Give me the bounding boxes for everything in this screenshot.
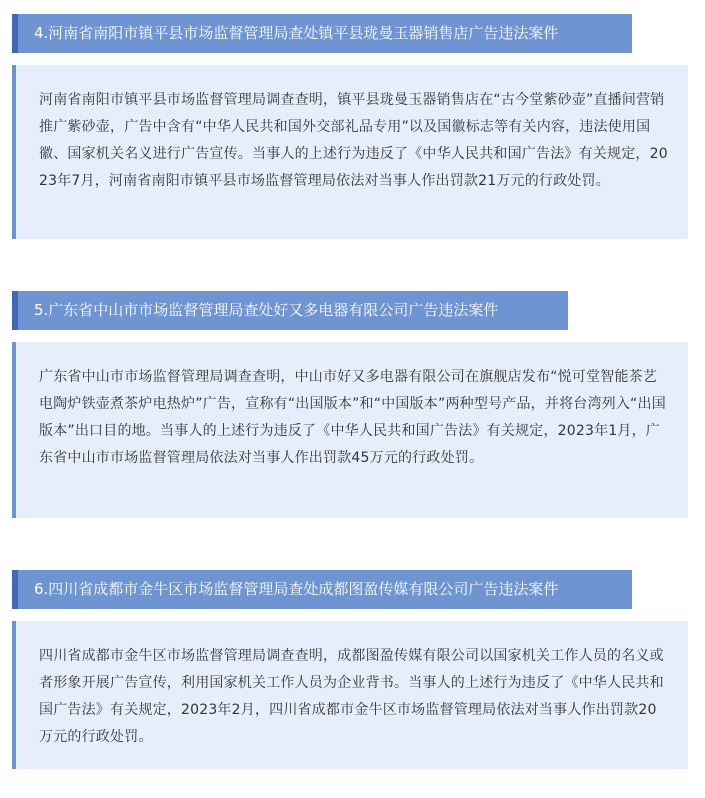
case-block: [12, 570, 688, 769]
case-title: 5.广东省中山市市场监督管理局查处好又多电器有限公司广告违法案件: [34, 301, 499, 319]
header-accent-bar: [12, 291, 18, 330]
body-accent-bar: [12, 621, 16, 769]
header-accent-bar: [12, 14, 18, 53]
case-description: 四川省成都市金牛区市场监督管理局调查查明，成都图盈传媒有限公司以国家机关工作人员的名义或者形象开展广告宣传，利用国家机关工作人员为企业背书。当事人的上述行为违反了《中华人民共和国广告法》有关规定，2023年2月，四川省成都市金牛区市场监督管理局依法对当事人作出罚款20万元的行政处罚。: [39, 648, 664, 745]
case-header: [12, 570, 632, 609]
case-body: [12, 342, 688, 518]
case-body: [12, 65, 688, 239]
case-title: 4.河南省南阳市镇平县市场监督管理局查处镇平县珑曼玉器销售店广告违法案件: [34, 24, 559, 42]
case-block: [12, 291, 688, 518]
case-header: [12, 291, 568, 330]
header-accent-bar: [12, 570, 18, 609]
case-body: [12, 621, 688, 769]
body-accent-bar: [12, 342, 16, 518]
case-block: [12, 14, 688, 239]
case-header: [12, 14, 632, 53]
body-accent-bar: [12, 65, 16, 239]
case-description: 广东省中山市市场监督管理局调查查明，中山市好又多电器有限公司在旗舰店发布“悦可堂智能茶艺电陶炉铁壶煮茶炉电热炉”广告，宣称有“出国版本”和“中国版本”两种型号产品，并将台湾列入“出国版本”出口目的地。当事人的上述行为违反了《中华人民共和国广告法》有关规定，2023年1月，广东省中山市市场监督管理局依法对当事人作出罚款45万元的行政处罚。: [39, 369, 666, 466]
case-description: 河南省南阳市镇平县市场监督管理局调查查明，镇平县珑曼玉器销售店在“古今堂紫砂壶”直播间营销推广紫砂壶，广告中含有“中华人民共和国外交部礼品专用”以及国徽标志等有关内容，违法使用国徽、国家机关名义进行广告宣传。当事人的上述行为违反了《中华人民共和国广告法》有关规定，2023年7月，河南省南阳市镇平县市场监督管理局依法对当事人作出罚款21万元的行政处罚。: [39, 92, 668, 189]
case-title: 6.四川省成都市金牛区市场监督管理局查处成都图盈传媒有限公司广告违法案件: [34, 580, 559, 598]
